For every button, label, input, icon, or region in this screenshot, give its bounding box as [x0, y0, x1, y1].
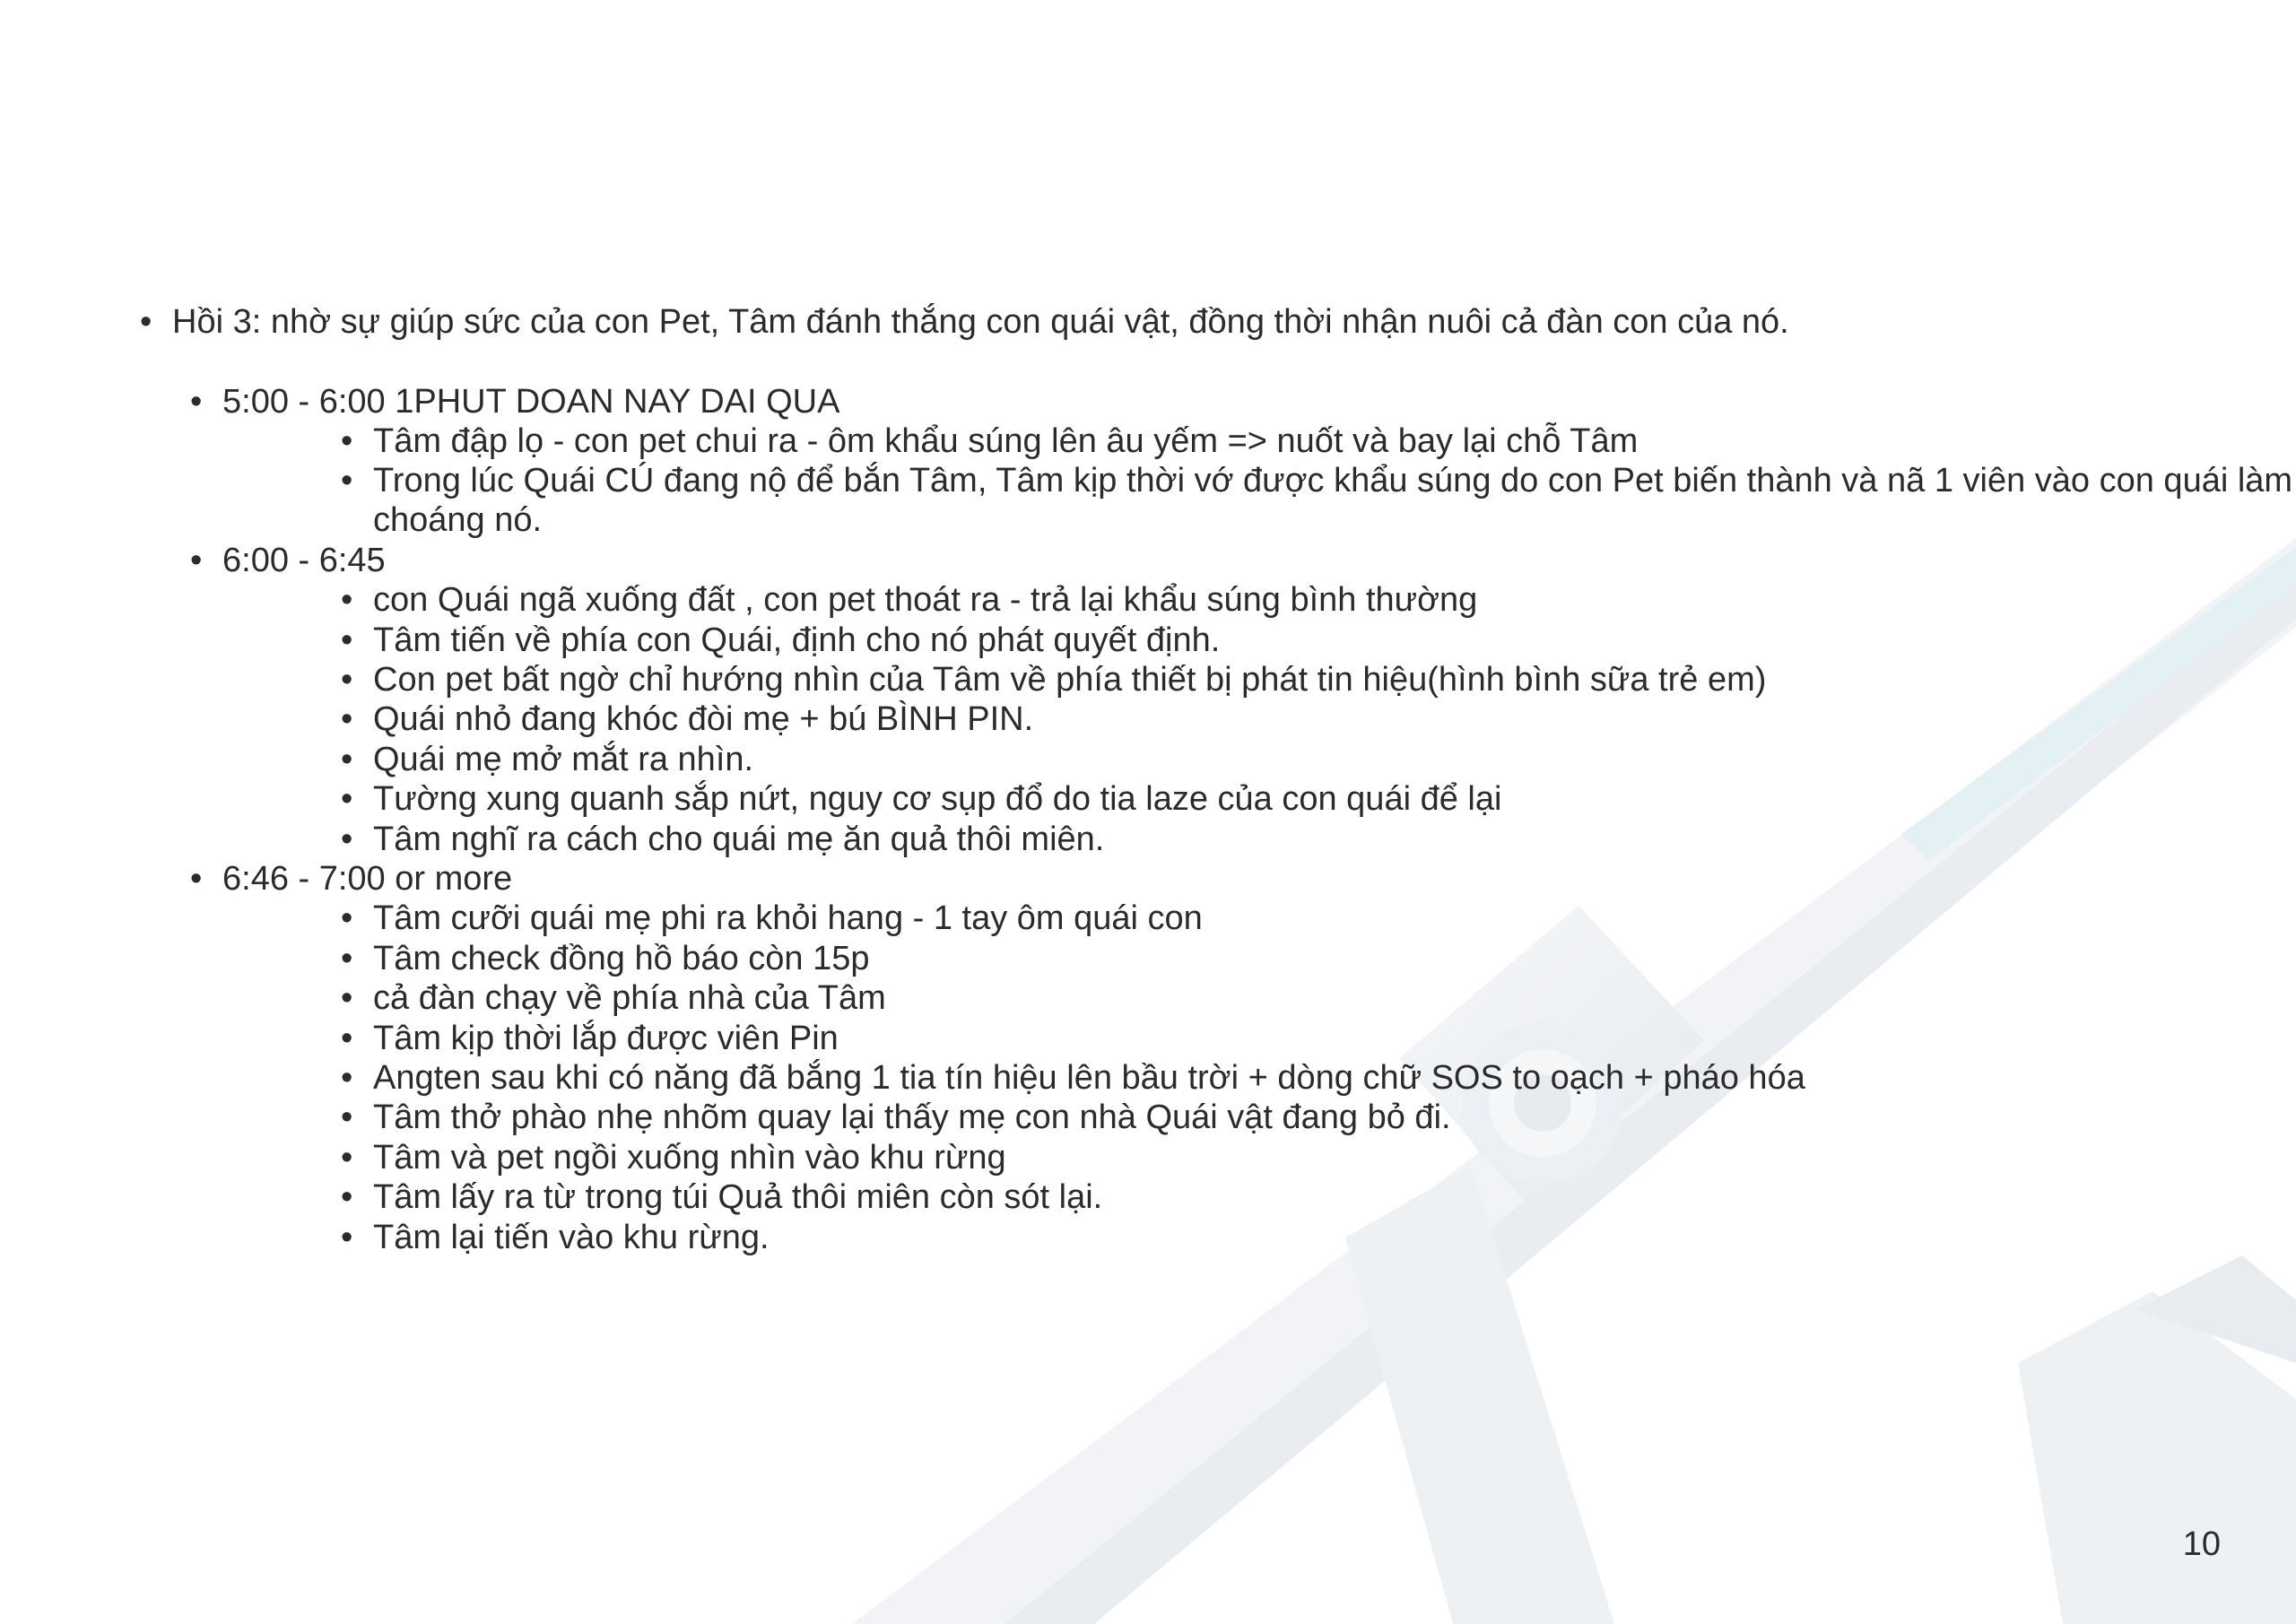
list-item	[341, 461, 2296, 540]
list-item-text: Trong lúc Quái CÚ đang nộ để bắn Tâm, Tâm kịp thời vớ được khẩu súng do con Pet biến thành và nã 1 viên vào con quái làm choáng nó.	[373, 462, 2293, 539]
list-item	[341, 621, 1221, 660]
list-item-text: Tâm lại tiến vào khu rừng.	[373, 1219, 770, 1256]
section-heading	[190, 541, 386, 580]
list-item	[341, 978, 886, 1018]
bullet-icon: •	[341, 1219, 353, 1256]
section-heading-text: 6:00 - 6:45	[222, 542, 386, 579]
list-item	[341, 1058, 1805, 1098]
list-item-text: Tâm kịp thời lắp được viên Pin	[373, 1020, 839, 1057]
list-item	[341, 660, 1767, 699]
bullet-icon: •	[341, 979, 353, 1017]
list-item	[341, 1138, 1006, 1177]
bullet-icon: •	[341, 899, 353, 937]
bullet-icon: •	[341, 940, 353, 977]
list-item	[341, 939, 870, 978]
bullet-icon: •	[341, 1020, 353, 1057]
intro-text: Hồi 3: nhờ sự giúp sức của con Pet, Tâm đánh thắng con quái vật, đồng thời nhận nuôi cả đàn con của nó.	[172, 303, 1789, 341]
list-item-text: Tâm lấy ra từ trong túi Quả thôi miên còn sót lại.	[373, 1178, 1103, 1216]
list-item-text: Tâm thở phào nhẹ nhõm quay lại thấy mẹ con nhà Quái vật đang bỏ đi.	[373, 1099, 1451, 1136]
bullet-icon: •	[341, 1178, 353, 1216]
list-item	[341, 779, 1502, 819]
section-heading	[190, 859, 513, 899]
bullet-icon: •	[341, 621, 353, 659]
list-item	[341, 699, 1034, 739]
bullet-icon: •	[341, 1059, 353, 1097]
bullet-icon: •	[341, 1139, 353, 1177]
section-heading	[190, 382, 840, 421]
bullet-icon: •	[140, 303, 152, 341]
page-number: 10	[2182, 1525, 2221, 1563]
list-item	[341, 1019, 839, 1058]
list-item-text: Con pet bất ngờ chỉ hướng nhìn của Tâm về phía thiết bị phát tin hiệu(hình bình sữa trẻ em)	[373, 661, 1767, 699]
section-heading-text: 5:00 - 6:00 1PHUT DOAN NAY DAI QUA	[222, 383, 840, 421]
list-item-text: Tâm đập lọ - con pet chui ra - ôm khẩu súng lên âu yếm => nuốt và bay lại chỗ Tâm	[373, 422, 1639, 460]
list-item-text: cả đàn chạy về phía nhà của Tâm	[373, 979, 886, 1017]
bullet-icon: •	[190, 542, 203, 579]
list-item-text: Tâm nghĩ ra cách cho quái mẹ ăn quả thôi miên.	[373, 821, 1105, 858]
list-item-text: Angten sau khi có năng đã bắng 1 tia tín hiệu lên bầu trời + dòng chữ SOS to oạch + pháo hóa	[373, 1059, 1805, 1097]
list-item	[341, 1218, 770, 1257]
list-item	[341, 899, 1203, 938]
bullet-icon: •	[341, 661, 353, 699]
section-heading-text: 6:46 - 7:00 or more	[222, 860, 513, 898]
bullet-icon: •	[341, 462, 353, 499]
bullet-icon: •	[341, 581, 353, 619]
bullet-icon: •	[190, 383, 203, 421]
list-item	[341, 1177, 1103, 1217]
list-item-text: Tâm check đồng hồ báo còn 15p	[373, 940, 870, 977]
bullet-icon: •	[190, 860, 203, 898]
list-item-text: Tâm tiến về phía con Quái, định cho nó phát quyết định.	[373, 621, 1221, 659]
list-item-text: Tường xung quanh sắp nứt, nguy cơ sụp đổ do tia laze của con quái để lại	[373, 780, 1502, 818]
bullet-icon: •	[341, 780, 353, 818]
bullet-icon: •	[341, 741, 353, 778]
list-item-text: Tâm cưỡi quái mẹ phi ra khỏi hang - 1 tay ôm quái con	[373, 899, 1203, 937]
bullet-icon: •	[341, 422, 353, 460]
list-item-text: con Quái ngã xuống đất , con pet thoát ra - trả lại khẩu súng bình thường	[373, 581, 1478, 619]
bullet-icon: •	[341, 821, 353, 858]
list-item-text: Tâm và pet ngồi xuống nhìn vào khu rừng	[373, 1139, 1006, 1177]
bullet-icon: •	[341, 1099, 353, 1136]
list-item	[341, 421, 1639, 461]
list-item	[341, 820, 1105, 859]
list-item	[341, 580, 1478, 620]
intro-item	[140, 302, 1789, 342]
list-item	[341, 740, 754, 779]
list-item-text: Quái nhỏ đang khóc đòi mẹ + bú BÌNH PIN.	[373, 700, 1034, 738]
list-item-text: Quái mẹ mở mắt ra nhìn.	[373, 741, 754, 778]
list-item	[341, 1098, 1451, 1137]
bullet-icon: •	[341, 700, 353, 738]
